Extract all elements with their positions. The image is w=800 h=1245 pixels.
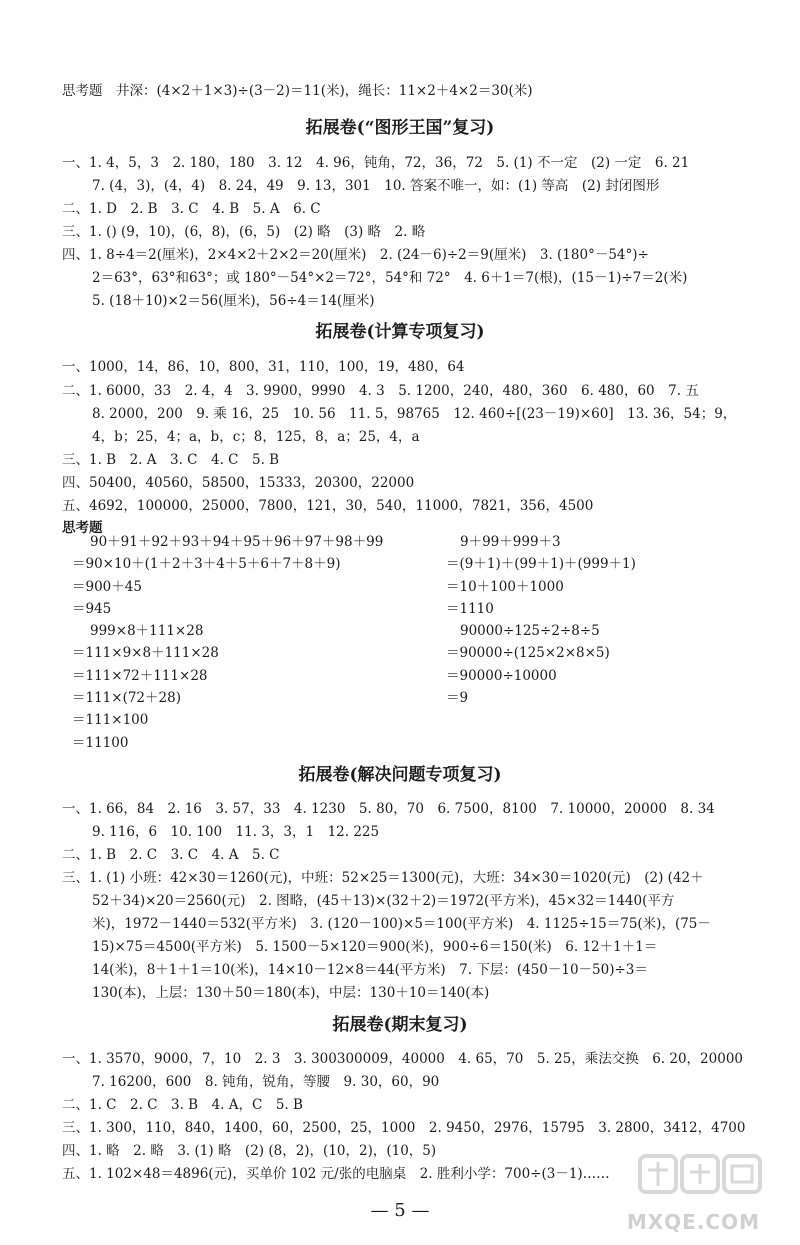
answer-line: 7. (4，3)，(4，4) 8. 24，49 9. 13，301 10. 答案不唯一，如：(1) 等高 (2) 封闭图形 <box>92 178 660 194</box>
watermark-text: MXQE.COM <box>626 1210 760 1234</box>
calc-step: 999×8＋111×28 <box>90 623 204 640</box>
answer-line: 7. 16200，600 8. 钝角，锐角，等腰 9. 30，60，90 <box>92 1074 440 1090</box>
answer-line: 四、50400，40560，58500，15333，20300，22000 <box>62 475 415 491</box>
answer-line: 9. 116，6 10. 100 11. 3，3，1 12. 225 <box>92 824 380 840</box>
answer-line: 一、1000，14，86，10，800，31，110，100，19，480，64 <box>62 359 465 375</box>
answer-line: 二、1. C 2. C 3. B 4. A，C 5. B <box>62 1097 303 1113</box>
answer-line: 五、4692，100000，25000，7800，121，30，540，11000，7821，356，4500 <box>62 498 594 514</box>
answer-line: 14(米)，8＋1＋1＝10(米)，14×10－12×8＝44(平方米) 7. 下层：(450－10－50)÷3＝ <box>92 962 648 978</box>
calc-step: ＝10＋100＋1000 <box>446 578 564 595</box>
answer-line: 三、1. 300，110，840，1400，60，2500，25，1000 2. 9450，2976，15795 3. 2800，3412，4700 <box>62 1120 746 1136</box>
section-title-calculation: 拓展卷(计算专项复习) <box>315 322 485 342</box>
calc-step: ＝111×72＋111×28 <box>72 667 208 684</box>
answer-line: 二、1. D 2. B 3. C 4. B 5. A 6. C <box>62 201 321 217</box>
page-number: — 5 — <box>370 1200 430 1221</box>
answer-line: 三、1. B 2. A 3. C 4. C 5. B <box>62 452 280 468</box>
calc-step: 90000÷125÷2÷8÷5 <box>460 623 600 640</box>
answer-line: 三、1. () (9，10)，(6，8)，(6，5) (2) 略 (3) 略 2. 略 <box>62 224 426 240</box>
calc-step: ＝11100 <box>72 734 129 751</box>
answer-line: 一、1. 3570，9000，7，10 2. 3 3. 300300009，40000 4. 65，70 5. 25，乘法交换 6. 20，20000 <box>62 1051 744 1067</box>
calc-step: ＝9 <box>446 690 469 707</box>
calc-step: ＝111×9×8＋111×28 <box>72 645 219 662</box>
answer-line: 三、1. (1) 小班：42×30＝1260(元)，中班：52×25＝1300(元)，大班：34×30＝1020(元) (2) (42＋ <box>62 870 704 886</box>
answer-line: 4，b；25，4；a，b，c；8，125，8，a；25，4，a <box>92 429 420 445</box>
calc-step: ＝90000÷10000 <box>446 667 557 684</box>
calc-step: ＝111×100 <box>72 712 149 729</box>
calc-step: 9＋99＋999＋3 <box>460 534 561 550</box>
calc-left-column <box>72 531 383 754</box>
section-title-shapes: 拓展卷(“图形王国”复习) <box>305 118 495 138</box>
calc-step: ＝900＋45 <box>72 578 142 595</box>
answer-line: 一、1. 4，5，3 2. 180，180 3. 12 4. 96，钝角，72，36，72 5. (1) 不一定 (2) 一定 6. 21 <box>62 155 690 171</box>
answer-line: 米)，1972－1440＝532(平方米) 3. (120－100)×5＝100(平方米) 4. 1125÷15＝75(米)，(75－ <box>92 916 711 932</box>
answer-line: 二、1. B 2. C 3. C 4. A 5. C <box>62 847 280 863</box>
answer-line: 8. 2000，200 9. 乘 16，25 10. 56 11. 5，98765 12. 460÷[(23－19)×60] 13. 36，54；9， <box>92 406 737 422</box>
answer-line: 五、1. 102×48＝4896(元)，买单价 102 元/张的电脑桌 2. 胜利小学：700÷(3－1)…… <box>62 1166 610 1182</box>
answer-line: 一、1. 66，84 2. 16 3. 57，33 4. 1230 5. 80，70 6. 7500，8100 7. 10000，20000 8. 34 <box>62 801 715 817</box>
answer-line: 二、1. 6000，33 2. 4，4 3. 9900，9990 4. 3 5. 1200，240，480，360 6. 480，60 7. 五 <box>62 383 699 399</box>
answer-line: 15)×75＝4500(平方米) 5. 1500－5×120＝900(米)，900÷6＝150(米) 6. 12＋1＋1＝ <box>92 939 658 955</box>
section-title-final-review: 拓展卷(期末复习) <box>332 1015 468 1035</box>
answer-line: 52＋34)×20＝2560(元) 2. 图略，(45＋13)×(32＋2)＝1972(平方米)，45×32＝1440(平方 <box>92 893 675 909</box>
answer-line: 四、1. 8÷4＝2(厘米)，2×4×2＋2×2＝20(厘米) 2. (24－6)÷2＝9(厘米) 3. (180°－54°)÷ <box>62 247 649 263</box>
calc-step: ＝(9＋1)＋(99＋1)＋(999＋1) <box>446 556 636 573</box>
calc-step: ＝90000÷(125×2×8×5) <box>446 645 610 662</box>
calc-step: ＝1110 <box>446 600 494 617</box>
calc-right-column <box>446 531 636 709</box>
section-title-problem-solving: 拓展卷(解决问题专项复习) <box>298 765 502 785</box>
calc-step: ＝90×10＋(1＋2＋3＋4＋5＋6＋7＋8＋9) <box>72 556 341 573</box>
answer-line: 130(本)，上层：130＋50＝180(本)，中层：130＋10＝140(本) <box>92 985 490 1001</box>
calc-step: 90＋91＋92＋93＋94＋95＋96＋97＋98＋99 <box>90 534 384 550</box>
top-think-line: 思考题 井深：(4×2＋1×3)÷(3－2)＝11(米)，绳长：11×2＋4×2＝30(米) <box>62 83 533 99</box>
answer-line: 四、1. 略 2. 略 3. (1) 略 (2) (8，2)，(10，2)，(10，5) <box>62 1143 437 1159</box>
answer-line: 5. (18＋10)×2＝56(厘米)，56÷4＝14(厘米) <box>92 293 375 309</box>
calc-step: ＝111×(72＋28) <box>72 690 181 707</box>
answer-line: 2＝63°，63°和63°；或 180°－54°×2＝72°，54°和 72° 4. 6＋1＝7(根)，(15－1)÷7＝2(米) <box>92 270 688 286</box>
calc-step: ＝945 <box>72 600 112 617</box>
think-label: 思考题 <box>62 520 103 536</box>
